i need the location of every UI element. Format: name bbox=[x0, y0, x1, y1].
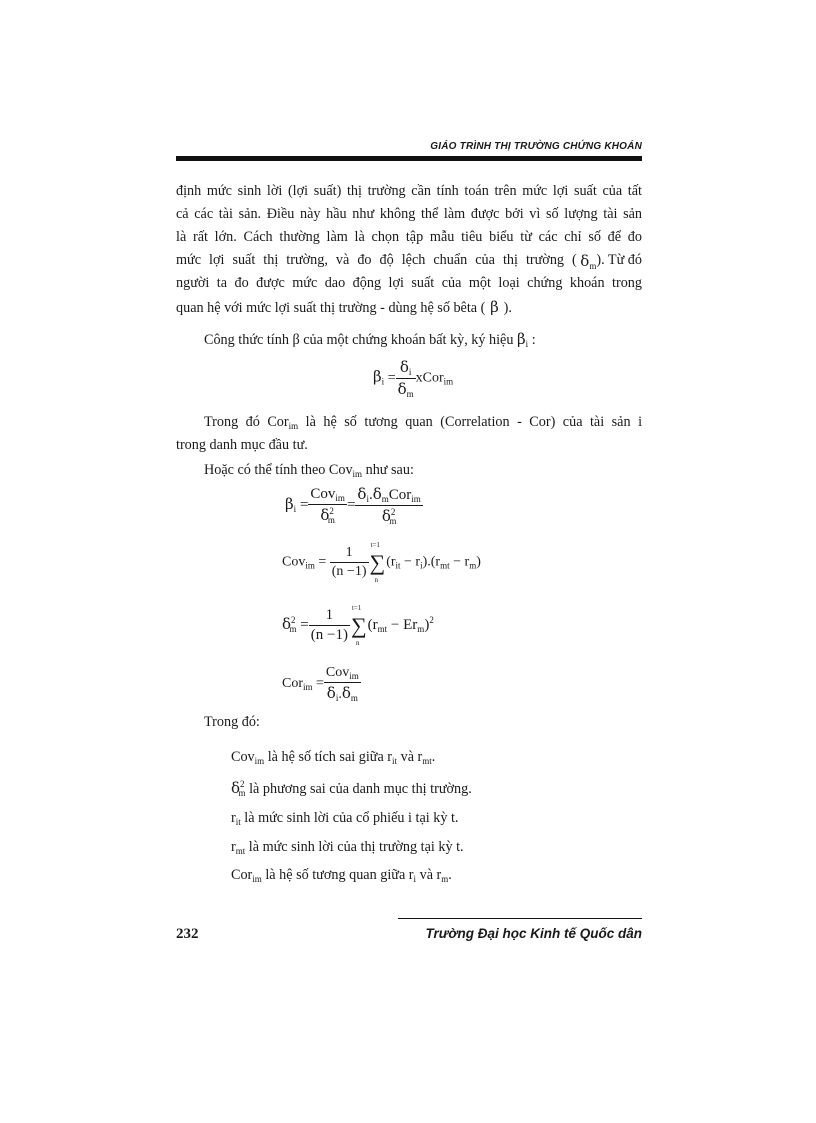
p2-line: Công thức tính β của một chứng khoán bất kỳ, ký hiệu $\beta_i$ : bbox=[204, 330, 536, 349]
p1-line-2: cả các tài sản. Điều này hầu như không thể làm được bởi vì số lượng tài sản bbox=[176, 206, 642, 222]
header-rule bbox=[176, 156, 642, 161]
variance-formula: $\delta^2_m$ = $\frac{1}{(n -1)}$ t=1 ∑ n $(r_{mt} - Er_m)^2$ bbox=[282, 603, 434, 647]
p1-line-4-text: mức lợi suất thị trường, và đo độ lệch chuẩn của thị trường ( bbox=[176, 252, 577, 268]
p1-line-3: là rất lớn. Cách thường làm là chọn tập mẫu tiêu biểu từ các chỉ số để đo bbox=[176, 229, 642, 245]
p4-line: Hoặc có thể tính theo Cov$_{im}$ như sau: bbox=[204, 462, 414, 479]
beta-formula: $\beta_i$ = $\frac{\delta_i}{\delta_m}$ xCor$_{im}$ bbox=[373, 358, 454, 399]
delta-m-symbol: $\delta_m$ bbox=[580, 252, 597, 271]
p1-line-4 bbox=[176, 252, 642, 271]
def-variance: $\delta^2_m$ là phương sai của danh mục thị trường. bbox=[231, 779, 472, 798]
p1-line-5: người ta đo được mức dao động lợi suất của một loại chứng khoán trong bbox=[176, 275, 642, 291]
def-cor: Cor$_{im}$ là hệ số tương quan giữa $r_i$ và $r_m$. bbox=[231, 867, 452, 884]
p1-line-6-tail: ). bbox=[503, 300, 512, 316]
where-label: Trong đó: bbox=[204, 714, 260, 730]
footer-rule bbox=[398, 918, 642, 919]
def-cov-and: và bbox=[400, 749, 414, 765]
p1-line-6 bbox=[176, 298, 642, 317]
def-rit-text: là mức sinh lời của cổ phiếu i tại kỳ t. bbox=[244, 810, 459, 826]
publisher-footer: Trường Đại học Kinh tế Quốc dân bbox=[425, 926, 642, 941]
cor-formula: Cor$_{im}$ = $\frac{Cov_{im}}{\delta_i.\delta_m}$ bbox=[282, 665, 359, 703]
def-rmt-text: là mức sinh lời của thị trường tại kỳ t. bbox=[248, 839, 464, 855]
p1-line-1: định mức sinh lời (lợi suất) thị trường cần tính toán trên mức lợi suất của tất bbox=[176, 183, 642, 199]
p3-line-2: trong danh mục đầu tư. bbox=[176, 437, 308, 453]
p4-a: Hoặc có thể tính theo Cov bbox=[204, 462, 353, 478]
p3-b: là hệ số tương quan (Correlation - Cor) của tài sản i bbox=[305, 414, 643, 430]
def-cov-text: là hệ số tích sai giữa r bbox=[267, 749, 393, 765]
cov-formula: Cov$_{im}$ = $\frac{1}{(n -1)}$ t=1 ∑ n $(r_{it} - r_i).(r_{mt} - r_m)$ bbox=[282, 540, 481, 584]
p1-line-4-tail: ). Từ đó bbox=[596, 252, 642, 268]
p4-b: như sau: bbox=[365, 462, 414, 478]
p3-line-1: Trong đó Cor$_{im}$ là hệ số tương quan (Correlation - Cor) của tài sản i bbox=[204, 414, 643, 431]
def-rit: $r_{it}$ là mức sinh lời của cổ phiếu i tại kỳ t. bbox=[231, 810, 459, 827]
p1-line-6-text: quan hệ với mức lợi suất thị trường - dùng hệ số bêta ( bbox=[176, 300, 486, 316]
p2-text: Công thức tính β của một chứng khoán bất kỳ, ký hiệu bbox=[204, 332, 514, 348]
def-rmt: $r_{mt}$ là mức sinh lời của thị trường tại kỳ t. bbox=[231, 839, 464, 856]
running-header: GIÁO TRÌNH THỊ TRƯỜNG CHỨNG KHOÁN bbox=[430, 141, 642, 152]
beta-cov-formula: $\beta_i$ = $\frac{Cov_{im}}{\delta^2_m}$ = $\frac{\delta_i.\delta_mCor_{im}}{\delta^2_m}$ bbox=[285, 485, 421, 526]
p3-a: Trong đó Cor bbox=[204, 414, 289, 430]
def-variance-text: là phương sai của danh mục thị trường. bbox=[249, 781, 472, 797]
def-cor-text: là hệ số tương quan giữa r bbox=[265, 867, 414, 883]
beta-symbol: β bbox=[485, 298, 504, 316]
def-cov: Cov$_{im}$ là hệ số tích sai giữa $r_{it}$ và $r_{mt}$. bbox=[231, 749, 436, 766]
page-number: 232 bbox=[176, 926, 199, 942]
